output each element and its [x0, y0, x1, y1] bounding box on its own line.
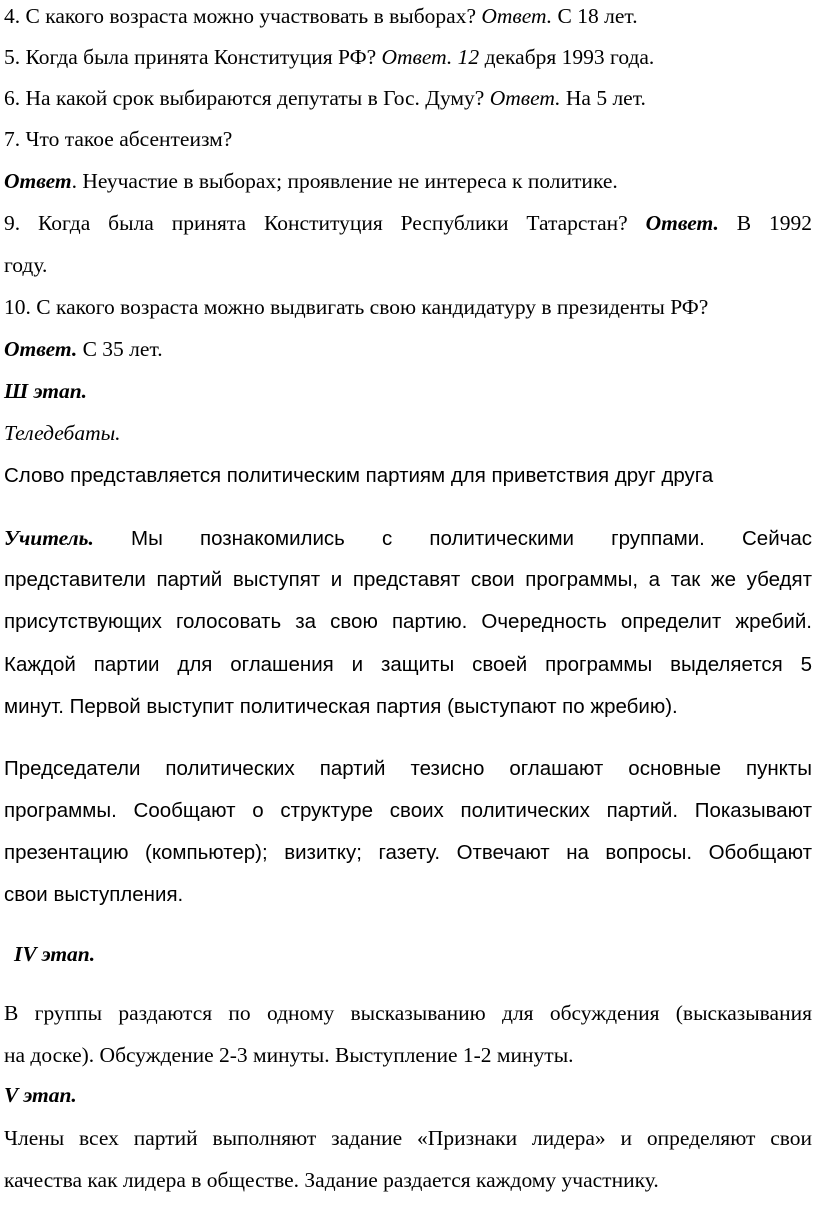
q7-answer-line [4, 171, 812, 193]
teacher-paragraph-line-3: присутствующих голосовать за свою партию. Очередность определит жребий. [4, 610, 812, 633]
stage5-title: V этап. [4, 1083, 77, 1107]
q10-answer-line [4, 339, 812, 361]
teacher-paragraph-line-2: представители партий выступят и представят свои программы, а так же убедят [4, 568, 812, 591]
answer-label: Ответ. 12 [381, 45, 480, 69]
answer-label: Ответ. [489, 86, 561, 110]
q4-line [4, 6, 812, 28]
answer-text: На 5 лет. [560, 86, 646, 110]
question-text: 10. С какого возраста можно выдвигать свою кандидатуру в президенты РФ? [4, 295, 709, 319]
answer-label: Ответ. [4, 337, 78, 361]
answer-label: Ответ. [645, 211, 719, 235]
members-paragraph-line-1: Члены всех партий выполняют задание «Признаки лидера» и определяют свои [4, 1126, 812, 1150]
answer-text: . Неучастие в выборах; проявление не интереса к политике. [71, 169, 618, 193]
stage4-title: IV этап. [14, 942, 96, 966]
stage3-subtitle: Теледебаты. [4, 421, 121, 445]
teacher-text: Мы познакомились с политическими группами. Сейчас [93, 527, 812, 550]
q7-line [4, 129, 812, 151]
teacher-paragraph-line-5: минут. Первой выступит политическая партия (выступают по жребию). [4, 695, 678, 718]
answer-text: В 1992 [718, 211, 812, 235]
q9-line [4, 213, 812, 235]
question-text: 9. Когда была принята Конституция Республики Татарстан? [4, 211, 646, 235]
q9-line-2: году. [4, 253, 48, 277]
question-text: 7. Что такое абсентеизм? [4, 127, 233, 151]
chairs-paragraph-line-1: Председатели политических партий тезисно оглашают основные пункты [4, 757, 812, 780]
stage3-title: Ш этап. [4, 379, 88, 403]
intro-paragraph: Слово представляется политическим партиям для приветствия друг друга [4, 464, 714, 487]
q6-line [4, 88, 812, 110]
members-paragraph-line-2: качества как лидера в обществе. Задание раздается каждому участнику. [4, 1168, 659, 1192]
teacher-paragraph-line-4: Каждой партии для оглашения и защиты своей программы выделяется 5 [4, 653, 812, 676]
answer-text: С 18 лет. [552, 4, 638, 28]
q10-line [4, 297, 812, 319]
question-text: 6. На какой срок выбираются депутаты в Гос. Думу? [4, 86, 490, 110]
question-text: 4. С какого возраста можно участвовать в выборах? [4, 4, 482, 28]
teacher-paragraph-line-1 [4, 528, 812, 550]
groups-paragraph-line-2: на доске). Обсуждение 2-3 минуты. Выступление 1-2 минуты. [4, 1043, 574, 1067]
question-text: 5. Когда была принята Конституция РФ? [4, 45, 382, 69]
groups-paragraph-line-1: В группы раздаются по одному высказыванию для обсуждения (высказывания [4, 1001, 812, 1025]
answer-text: декабря 1993 года. [479, 45, 655, 69]
chairs-paragraph-line-2: программы. Сообщают о структуре своих политических партий. Показывают [4, 799, 812, 822]
answer-text: С 35 лет. [77, 337, 163, 361]
chairs-paragraph-line-3: презентацию (компьютер); визитку; газету. Отвечают на вопросы. Обобщают [4, 841, 812, 864]
q5-line [4, 47, 812, 69]
answer-label: Ответ [4, 169, 72, 193]
chairs-paragraph-line-4: свои выступления. [4, 883, 184, 906]
answer-label: Ответ. [481, 4, 553, 28]
teacher-label: Учитель. [4, 526, 94, 550]
